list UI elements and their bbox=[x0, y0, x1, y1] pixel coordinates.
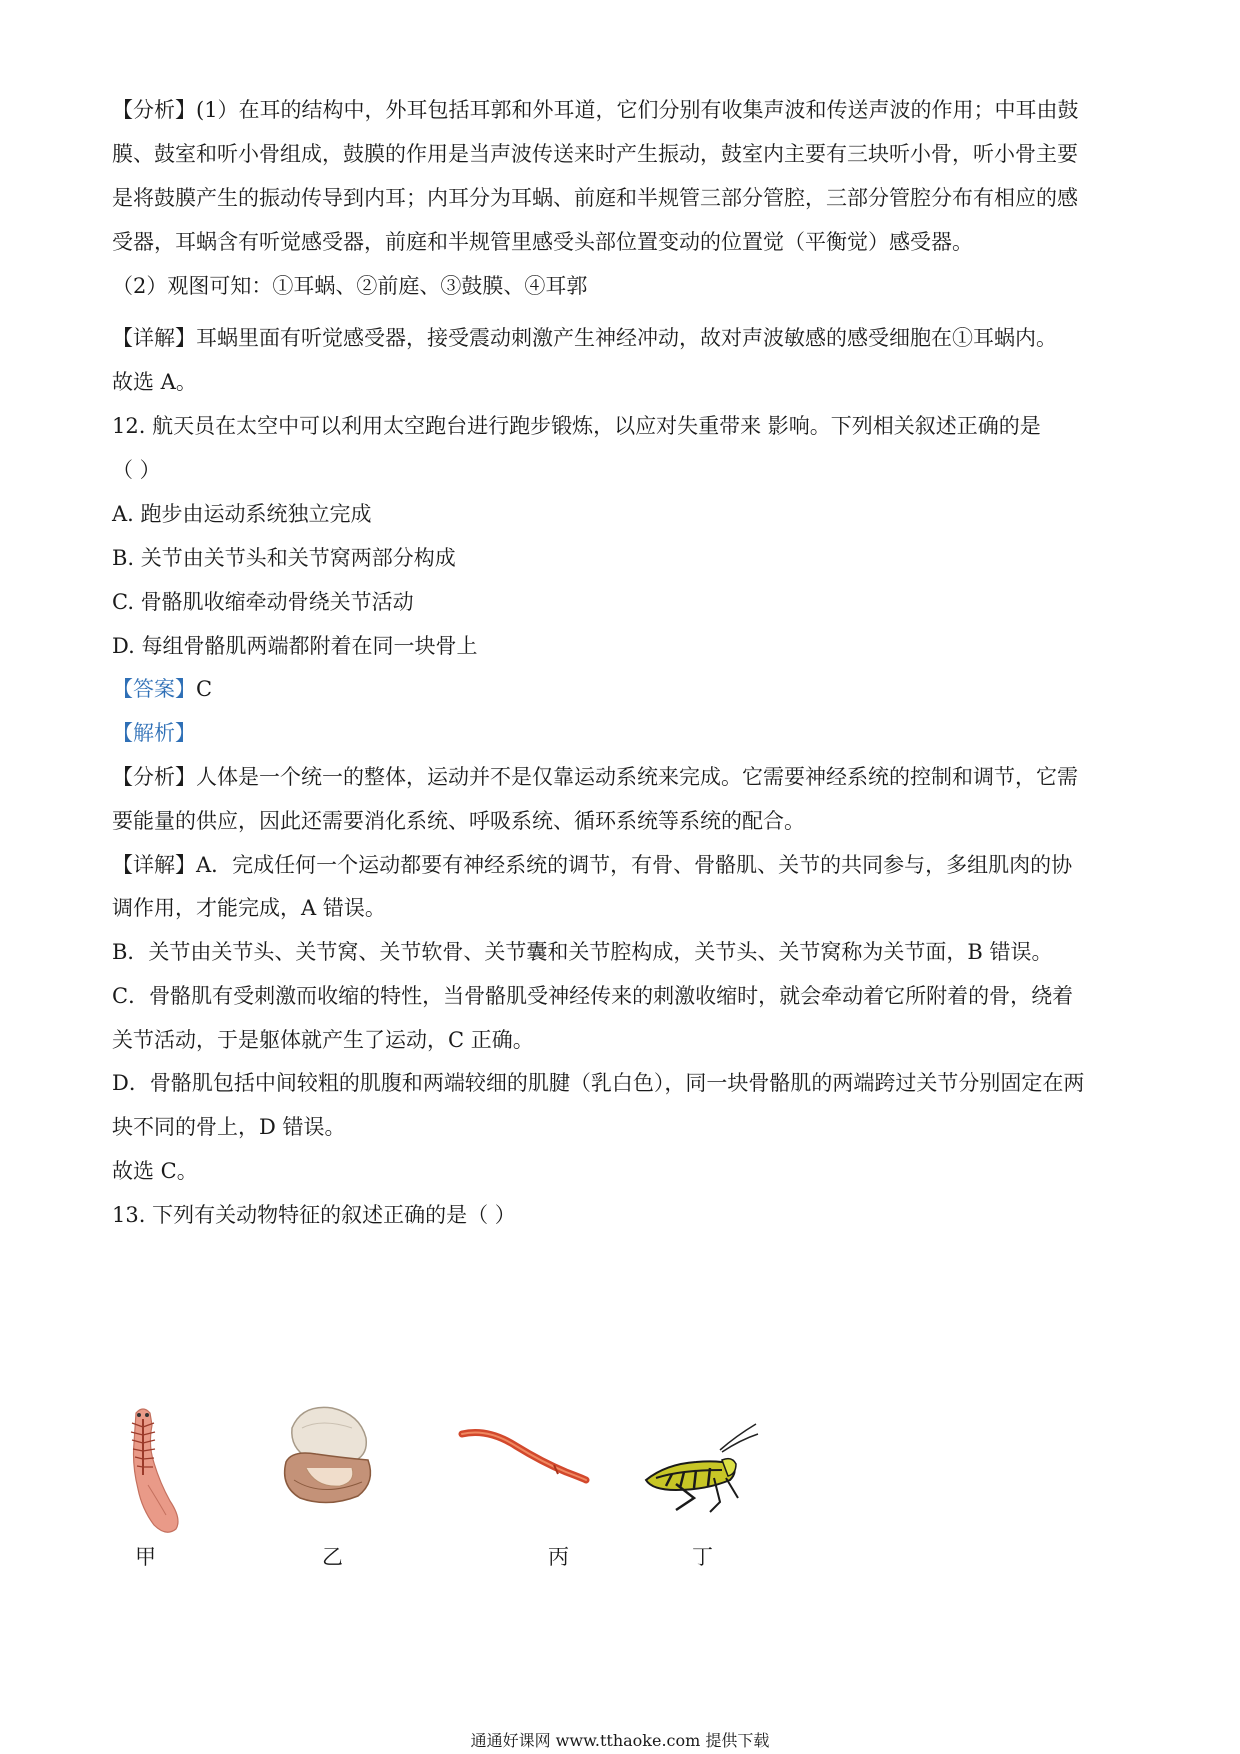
q12-analysis-line: 要能量的供应，因此还需要消化系统、呼吸系统、循环系统等系统的配合。 bbox=[112, 809, 805, 833]
q12-stem-paren: （ ） bbox=[112, 458, 161, 482]
q12-detail-line: D．骨骼肌包括中间较粗的肌腹和两端较细的肌腱（乳白色），同一块骨骼肌的两端跨过关节分别固定在两 bbox=[112, 1071, 1085, 1095]
q11-detail: 【详解】耳蜗里面有听觉感受器，接受震动刺激产生神经冲动，故对声波敏感的感受细胞在①耳蜗内。 bbox=[112, 326, 1057, 350]
q11-analysis-line: 是将鼓膜产生的振动传导到内耳；内耳分为耳蜗、前庭和半规管三部分管腔，三部分管腔分布有相应的感 bbox=[112, 186, 1078, 210]
q12-option-b: B. 关节由关节头和关节窝两部分构成 bbox=[112, 546, 456, 570]
q12-option-d: D. 每组骨骼肌两端都附着在同一块骨上 bbox=[112, 634, 478, 658]
q12-answer bbox=[112, 674, 212, 704]
q12-jiexi-label: 【解析】 bbox=[112, 721, 196, 745]
earthworm-figure bbox=[458, 1420, 590, 1492]
q12-option-a: A. 跑步由运动系统独立完成 bbox=[112, 502, 372, 526]
answer-value: C bbox=[196, 677, 213, 701]
q12-detail-line: 关节活动，于是躯体就产生了运动，C 正确。 bbox=[112, 1028, 534, 1052]
q11-analysis-line: 受器，耳蜗含有听觉感受器，前庭和半规管里感受头部位置变动的位置觉（平衡觉）感受器。 bbox=[112, 230, 973, 254]
q12-detail-line: 调作用，才能完成，A 错误。 bbox=[112, 896, 386, 920]
q11-figure-note: （2）观图可知：①耳蜗、②前庭、③鼓膜、④耳郭 bbox=[112, 274, 588, 298]
q12-analysis-line: 【分析】人体是一个统一的整体，运动并不是仅靠运动系统来完成。它需要神经系统的控制和调节，它需 bbox=[112, 765, 1078, 789]
q12-option-c: C. 骨骼肌收缩牵动骨绕关节活动 bbox=[112, 590, 414, 614]
grasshopper-figure bbox=[636, 1420, 761, 1520]
q13-stem: 13. 下列有关动物特征的叙述正确的是（ ） bbox=[112, 1203, 516, 1227]
flatworm-figure bbox=[108, 1405, 188, 1540]
q12-detail-line: C．骨骼肌有受刺激而收缩的特性，当骨骼肌受神经传来的刺激收缩时，就会牵动着它所附着的骨，绕着 bbox=[112, 984, 1074, 1008]
q12-conclusion: 故选 C。 bbox=[112, 1159, 198, 1183]
q12-stem: 12. 航天员在太空中可以利用太空跑台进行跑步锻炼，以应对失重带来 影响。下列相关叙述正确的是 bbox=[112, 414, 1041, 438]
page-footer: 通通好课网 www.tthaoke.com 提供下载 bbox=[470, 1731, 770, 1750]
clam-figure bbox=[272, 1398, 384, 1510]
q11-conclusion: 故选 A。 bbox=[112, 370, 197, 394]
q12-detail-line: B．关节由关节头、关节窝、关节软骨、关节囊和关节腔构成，关节头、关节窝称为关节面，B 错误。 bbox=[112, 940, 1053, 964]
q11-analysis-line: 膜、鼓室和听小骨组成，鼓膜的作用是当声波传送来时产生振动，鼓室内主要有三块听小骨，听小骨主要 bbox=[112, 142, 1078, 166]
answer-label: 【答案】 bbox=[112, 677, 196, 701]
q12-detail-line: 【详解】A．完成任何一个运动都要有神经系统的调节，有骨、骨骼肌、关节的共同参与，多组肌肉的协 bbox=[112, 853, 1073, 877]
q12-detail-line: 块不同的骨上，D 错误。 bbox=[112, 1115, 346, 1139]
q11-analysis-line: 【分析】(1）在耳的结构中，外耳包括耳郭和外耳道，它们分别有收集声波和传送声波的作用；中耳由鼓 bbox=[112, 98, 1079, 122]
